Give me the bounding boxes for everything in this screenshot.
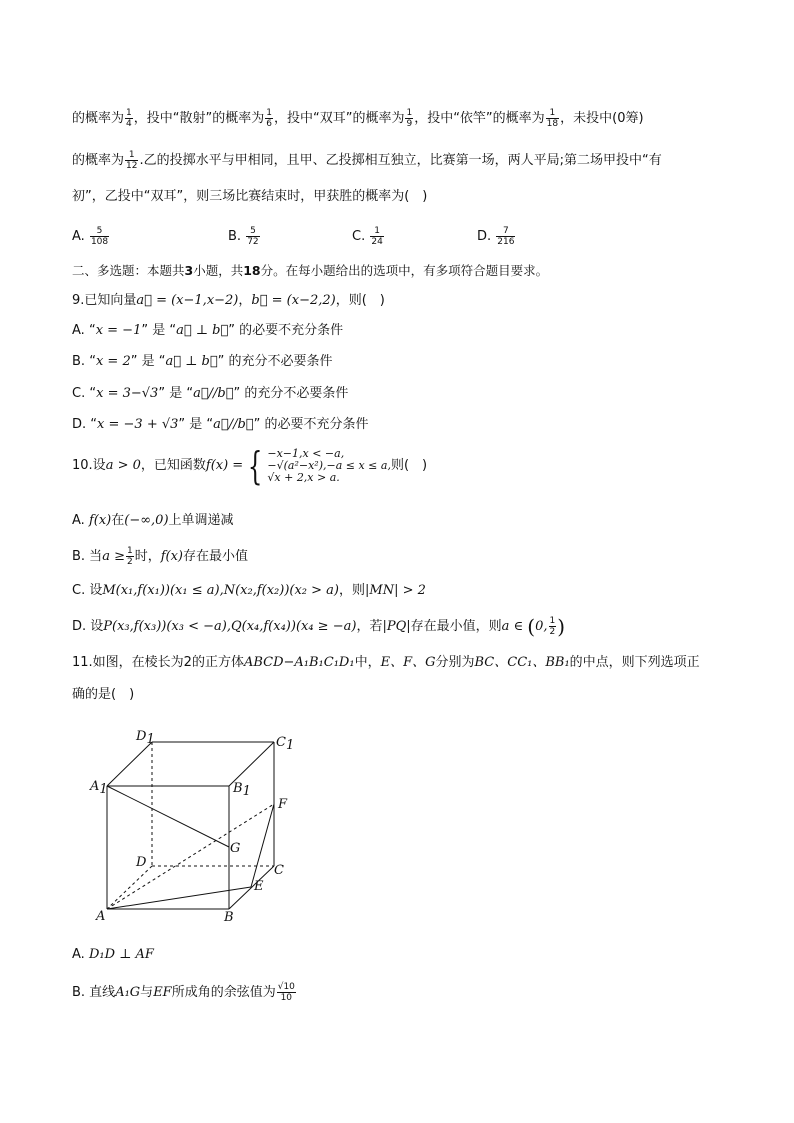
fraction: $\frac{7}{216}$ [497,226,515,247]
fraction: $\frac{1}{18}$ [546,108,559,129]
q10-option-a[interactable]: A. f(x)在(−∞,0)上单调递减 [72,513,234,528]
q8-option-c[interactable]: C. $\frac{1}{24}$ [352,226,383,247]
q11-option-a[interactable]: A. D₁D ⊥ AF [72,947,154,962]
label-g: G [230,841,241,856]
label-a: A [96,909,106,924]
fraction: $\frac{1}{2}$ [549,616,556,637]
q11-stem-line-2: 确的是( ) [72,687,135,702]
q10-option-c[interactable]: C. 设M(x₁,f(x₁))(x₁ ≤ a),N(x₂,f(x₂))(x₂ > a)，则|MN| > 2 [72,583,426,598]
q8-text: ，未投中(0筹) [560,111,644,126]
q10-option-b[interactable]: B. 当a ≥ $\frac{1}{2}$ 时，f(x)存在最小值 [72,546,249,567]
cube-figure [80,726,320,926]
q9-option-c[interactable]: C. “x = 3−√3” 是 “a⃗//b⃗” 的充分不必要条件 [72,386,349,401]
q8-option-d[interactable]: D. $\frac{7}{216}$ [477,226,515,247]
label-e: E [254,879,264,894]
brace: { [248,443,263,488]
q9-option-d[interactable]: D. “x = −3 + √3” 是 “a⃗//b⃗” 的必要不充分条件 [72,417,369,432]
section-header: 二、多选题：本题共3小题，共18分。在每小题给出的选项中，有多项符合题目要求。 [72,263,549,278]
fraction: $\frac{1}{2}$ [126,546,133,567]
fraction: $\frac{1}{9}$ [406,108,413,129]
q8-text: ，投中“双耳”的概率为 [273,111,405,126]
q8-text: ，投中“散射”的概率为 [133,111,265,126]
label-d1: D1 [136,729,155,747]
q9-option-b[interactable]: B. “x = 2” 是 “a⃗ ⊥ b⃗” 的充分不必要条件 [72,354,333,369]
q8-text: 的概率为 [72,153,125,168]
q11-option-b[interactable]: B. 直线A₁G与EF所成角的余弦值为 $\frac{√10}{10}$ [72,982,295,1003]
q8-option-b[interactable]: B. $\frac{5}{72}$ [228,226,259,247]
q8-line-3: 初”，乙投中“双耳”，则三场比赛结束时，甲获胜的概率为( ) [72,189,428,204]
q10-option-d[interactable]: D. 设P(x₃,f(x₃))(x₃ < −a),Q(x₄,f(x₄))(x₄ ≥ −a)，若|PQ|存在最小值，则a ∈ (0, $\frac{1}{2}$ ) [72,614,566,639]
q10-stem: 10.设a > 0，已知函数f(x) = { −x−1,x < −a, −√(a²−x²),−a ≤ x ≤ a, √x + 2,x > a. 则( ) [72,443,428,488]
q8-text: .乙的投掷水平与甲相同，且甲、乙投掷相互独立，比赛第一场，两人平局;第二场甲投中“有 [139,153,662,168]
q9-stem: 9.已知向量a⃗ = (x−1,x−2)，b⃗ = (x−2,2)，则( ) [72,293,385,308]
piecewise-definition: −x−1,x < −a, −√(a²−x²),−a ≤ x ≤ a, √x + 2,x > a. [267,446,391,484]
label-c: C [274,863,284,878]
q9-option-a[interactable]: A. “x = −1” 是 “a⃗ ⊥ b⃗” 的必要不充分条件 [72,323,344,338]
fraction: $\frac{1}{6}$ [266,108,272,129]
q8-option-a[interactable]: A. $\frac{5}{108}$ [72,226,109,247]
fraction: $\frac{1}{12}$ [126,150,138,171]
label-b: B [224,910,234,925]
label-b1: B1 [233,781,251,799]
q8-line-2 [72,150,662,171]
fraction: $\frac{5}{72}$ [247,226,259,247]
q11-stem-line-1: 11.如图，在棱长为2的正方体ABCD−A₁B₁C₁D₁中，E、F、G分别为BC、CC₁、BB₁的中点，则下列选项正 [72,655,700,670]
q8-text: 的概率为 [72,111,125,126]
fraction: $\frac{1}{4}$ [126,108,132,129]
fraction: $\frac{1}{24}$ [371,226,383,247]
label-f: F [278,797,288,812]
fraction: $\frac{√10}{10}$ [277,982,295,1003]
label-c1: C1 [276,735,295,753]
label-a1: A1 [90,779,108,797]
fraction: $\frac{5}{108}$ [90,226,109,247]
q8-line-1 [72,108,644,129]
q8-text: ，投中“依竿”的概率为 [414,111,545,126]
label-d: D [136,855,147,870]
